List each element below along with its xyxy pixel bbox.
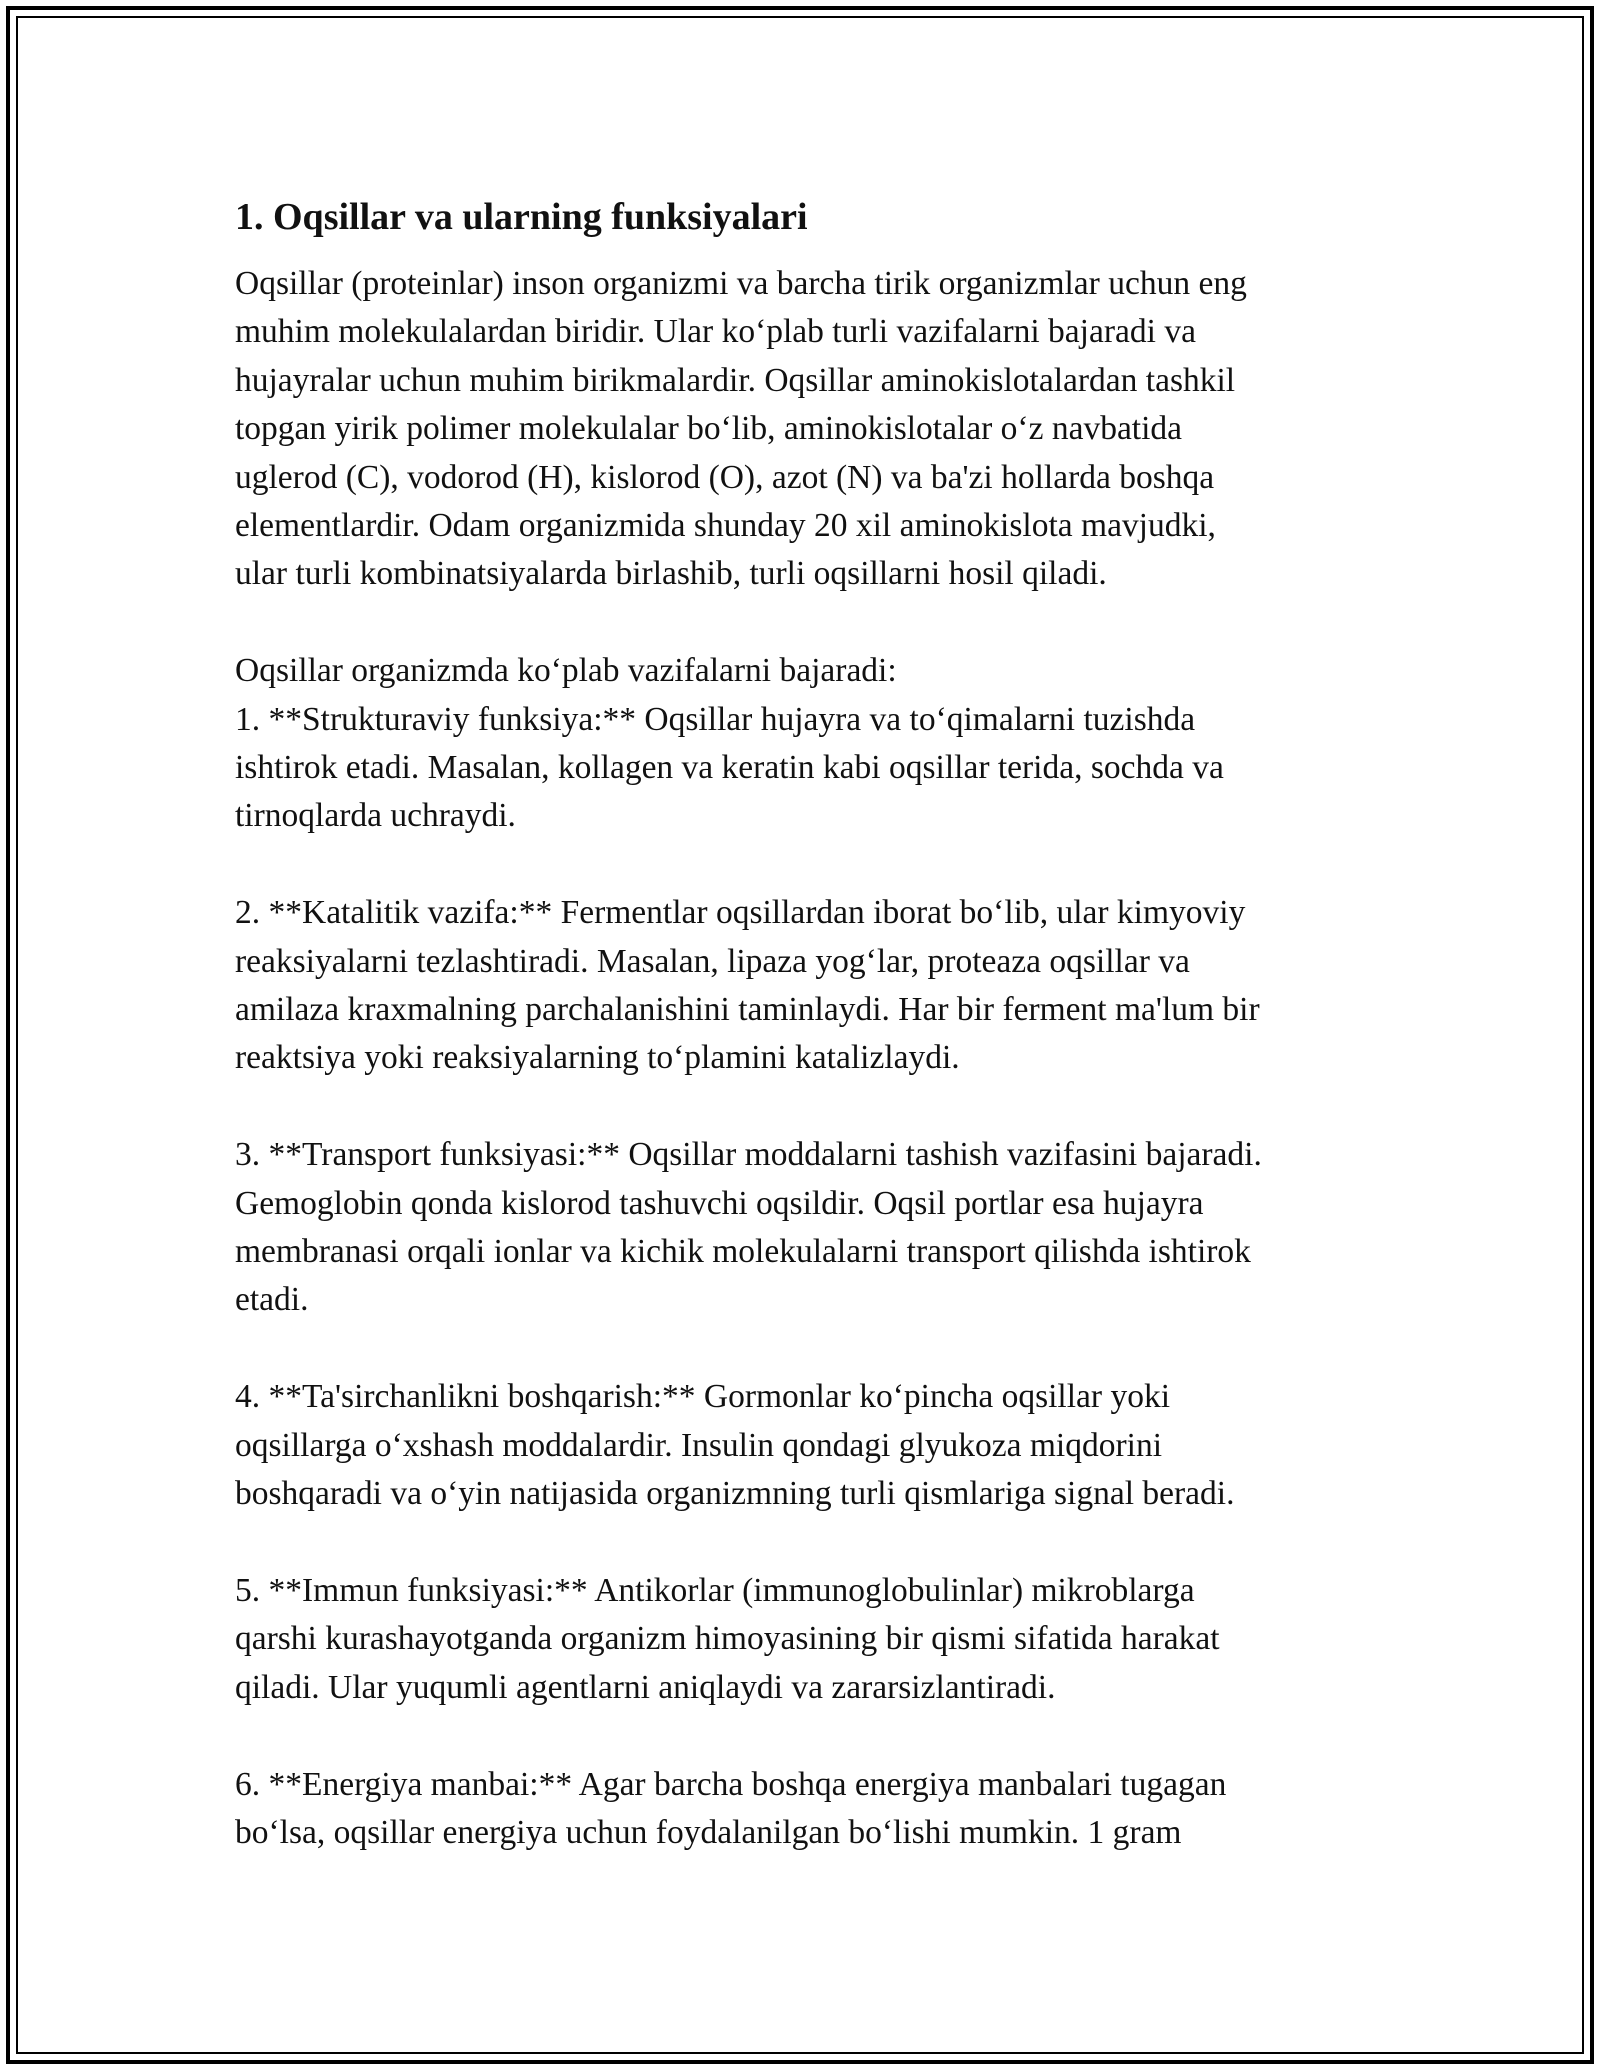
list-intro: Oqsillar organizmda ko‘plab vazifalarni bajaradi: <box>235 652 897 690</box>
spacer <box>235 599 1375 647</box>
list-item-regulation: 4. **Ta'sirchanlikni boshqarish:** Gormonlar ko‘pincha oqsillar yoki oqsillarga o‘xshash moddalardir. Insulin qondagi glyukoza miqdorini boshqaradi va o‘yin natijasida organizmning turli qismlariga signal beradi. <box>235 1378 1235 1513</box>
list-item-transport: 3. **Transport funksiyasi:** Oqsillar moddalarni tashish vazifasini bajaradi. Gemoglobin qonda kislorod tashuvchi oqsildir. Oqsil portlar esa hujayra membranasi orqali ionlar va kichik molekulalarni transport qilishda ishtirok etadi. <box>235 1136 1262 1319</box>
list-item-energy: 6. **Energiya manbai:** Agar barcha boshqa energiya manbalari tugagan bo‘lsa, oqsillar energiya uchun foydalanilgan bo‘lishi mumkin. 1 gram <box>235 1765 1227 1851</box>
spacer <box>235 1325 1375 1373</box>
list-item-catalytic: 2. **Katalitik vazifa:** Fermentlar oqsillardan iborat bo‘lib, ular kimyoviy reaksiyalarni tezlashtiradi. Masalan, lipaza yog‘lar, proteaza oqsillar va amilaza kraxmalning parchalanishini taminlaydi. Har bir ferment ma'lum bir reaktsiya yoki reaksiyalarning to‘plamini katalizlaydi. <box>235 894 1260 1077</box>
document-content <box>235 180 1375 1857</box>
spacer <box>235 841 1375 889</box>
spacer <box>235 1519 1375 1567</box>
spacer <box>235 1712 1375 1760</box>
list-item-structural: 1. **Strukturaviy funksiya:** Oqsillar hujayra va to‘qimalarni tuzishda ishtirok etadi. Masalan, kollagen va keratin kabi oqsillar terida, sochda va tirnoqlarda uchraydi. <box>235 700 1224 835</box>
section-heading: 1. Oqsillar va ularning funksiyalari <box>235 196 808 238</box>
spacer <box>235 1083 1375 1131</box>
list-item-immune: 5. **Immun funksiyasi:** Antikorlar (immunoglobulinlar) mikroblarga qarshi kurashayotganda organizm himoyasining bir qismi sifatida harakat qiladi. Ular yuqumli agentlarni aniqlaydi va zararsizlantiradi. <box>235 1571 1220 1706</box>
intro-paragraph: Oqsillar (proteinlar) inson organizmi va barcha tirik organizmlar uchun eng muhim molekulalardan biridir. Ular ko‘plab turli vazifalarni bajaradi va hujayralar uchun muhim birikmalardir. Oqsillar aminokislotalardan tashkil topgan yirik polimer molekulalar bo‘lib, aminokislotalar o‘z navbatida uglerod (C), vodorod (H), kislorod (O), azot (N) va ba'zi hollarda boshqa elementlardir. Odam organizmida shunday 20 xil aminokislota mavjudki, ular turli kombinatsiyalarda birlashib, turli oqsillarni hosil qiladi. <box>235 265 1247 593</box>
